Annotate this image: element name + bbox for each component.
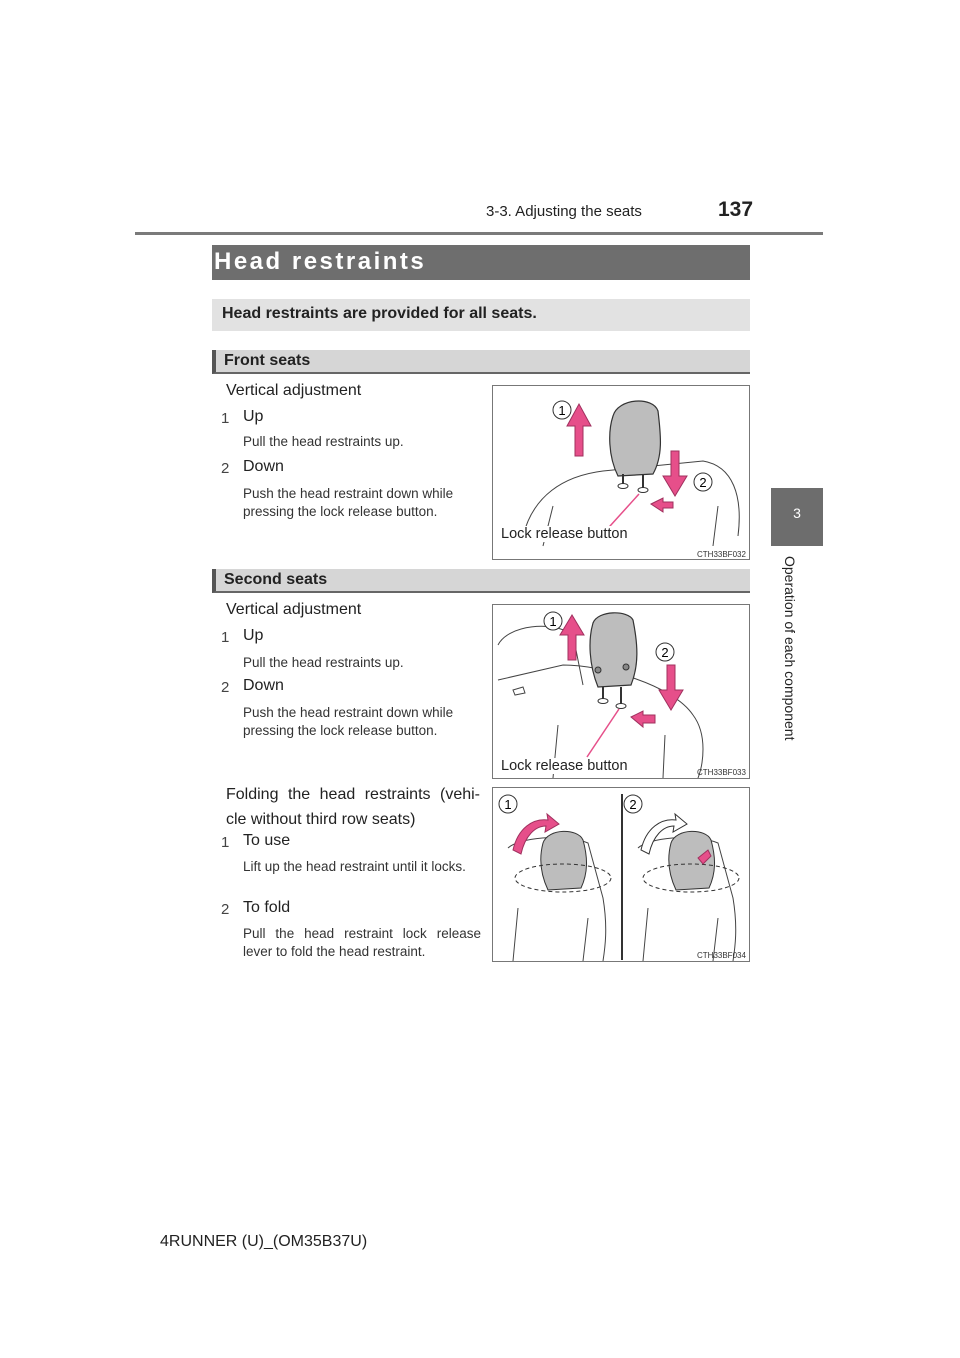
page-subtitle: Head restraints are provided for all seats. [222, 305, 537, 322]
folding-intro: Folding the head restraints (vehi-cle without third row seats) [226, 786, 480, 828]
front-figure-code: CTH33BF032 [697, 550, 746, 559]
second-item-1-label: Up [243, 627, 264, 644]
second-callout-1: 1 [549, 614, 557, 629]
second-figure-code: CTH33BF033 [697, 768, 746, 777]
folding-illustration [493, 788, 749, 961]
front-item-1-desc: Pull the head restraints up. [243, 434, 404, 449]
folding-callout-1: 1 [504, 797, 512, 812]
folding-item-1-label: To use [243, 832, 291, 849]
second-intro: Vertical adjustment [226, 601, 362, 618]
folding-item-1-number: 1 [221, 834, 230, 851]
folding-figure-code: CTH33BF034 [697, 951, 746, 960]
second-seat-illustration [493, 605, 749, 778]
second-item-2-number: 2 [221, 679, 230, 696]
second-callout-2: 2 [661, 645, 669, 660]
header-divider [135, 232, 823, 235]
second-item-2-desc: Push the head restraint down while pressing the lock release button. [243, 705, 454, 738]
folding-item-1-desc: Lift up the head restraint until it locks. [243, 859, 466, 874]
front-item-1-label: Up [243, 408, 264, 425]
front-intro: Vertical adjustment [226, 382, 362, 399]
front-item-2-number: 2 [221, 460, 230, 477]
front-item-2-label: Down [243, 458, 284, 475]
folding-item-2-label: To fold [243, 899, 291, 916]
page-number: 137 [718, 198, 754, 221]
front-callout-1: 1 [558, 403, 566, 418]
footer-model-code: 4RUNNER (U)_(OM35B37U) [160, 1233, 368, 1250]
second-seats-heading: Second seats [224, 571, 328, 588]
folding-figure [492, 787, 750, 962]
front-lock-release-caption: Lock release button [501, 526, 628, 542]
page-title: Head restraints [214, 248, 427, 275]
folding-callout-2: 2 [629, 797, 637, 812]
section-label: 3-3. Adjusting the seats [486, 203, 642, 220]
front-callout-2: 2 [699, 475, 707, 490]
front-seats-heading: Front seats [224, 352, 311, 369]
front-item-1-number: 1 [221, 410, 230, 427]
second-seat-figure [492, 604, 750, 779]
front-item-2-desc: Push the head restraint down while pressing the lock release button. [243, 486, 454, 519]
second-item-2-label: Down [243, 677, 284, 694]
chapter-tab-label: Operation of each component [782, 556, 798, 741]
second-lock-release-caption: Lock release button [501, 758, 628, 774]
folding-item-2-number: 2 [221, 901, 230, 918]
folding-item-2-desc: Pull the head restraint lock release lever to fold the head restraint. [243, 926, 481, 959]
second-item-1-number: 1 [221, 629, 230, 646]
second-item-1-desc: Pull the head restraints up. [243, 655, 404, 670]
chapter-tab-number: 3 [793, 505, 801, 521]
